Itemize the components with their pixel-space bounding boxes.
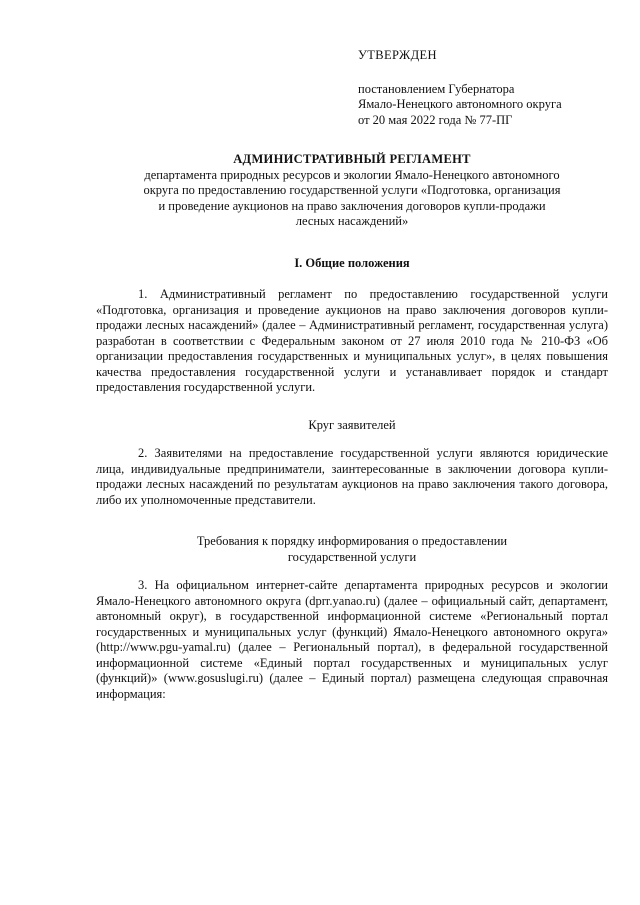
section-informing bbox=[96, 534, 608, 565]
title-sub-line-4: лесных насаждений» bbox=[295, 214, 409, 228]
approval-line-3: от 20 мая 2022 года № 77-ПГ bbox=[358, 112, 513, 127]
approval-line-1: постановлением Губернатора bbox=[358, 81, 515, 96]
title-sub-line-1: департамента природных ресурсов и экологии Ямало-Ненецкого автономного bbox=[144, 167, 560, 182]
approval-stamp: УТВЕРЖДЕН bbox=[358, 48, 437, 62]
document-title bbox=[100, 152, 604, 230]
title-main: АДМИНИСТРАТИВНЫЙ РЕГЛАМЕНТ bbox=[233, 152, 471, 166]
title-sub-line-2: округа по предоставлению государственной услуги «Подготовка, организация bbox=[143, 183, 561, 197]
approval-block bbox=[358, 48, 618, 128]
paragraph-1-block bbox=[96, 287, 608, 396]
section-heading-applicants: Круг заявителей bbox=[308, 418, 396, 432]
section-general bbox=[96, 256, 608, 272]
section-heading-informing-line-2: государственной услуги bbox=[287, 549, 417, 564]
paragraph-1: 1. Административный регламент по предоставлению государственной услуги «Подготовка, организация и проведение аукционов на право заключения договоров купли-продажи лесных насаждений» (далее – Административный регламент, государственная услуга) разработан в соответствии с Федеральным законом от 27 июля 2010 года № 210-ФЗ «Об организации предоставления государственных и муниципальных услуг», в целях повышения качества предоставления государственной услуги и устанавливает порядок и стандарт предоставления государственной услуги. bbox=[96, 287, 608, 394]
paragraph-2: 2. Заявителями на предоставление государственной услуги являются юридические лица, индивидуальные предприниматели, заинтересованные в заключении договора купли-продажи лесных насаждений по результатам аукционов на право заключения такого договора, либо их уполномоченные представители. bbox=[96, 446, 608, 507]
section-heading-informing-line-1: Требования к порядку информирования о предоставлении bbox=[196, 534, 508, 548]
paragraph-3: 3. На официальном интернет-сайте департамента природных ресурсов и экологии Ямало-Ненецкого автономного округа (dprr.yanao.ru) (далее – официальный сайт, департамент, автономный округ), в государственной информационной системе «Региональный портал государственных и муниципальных услуг (функций) Ямало-Ненецкого автономного округа» (http://www.pgu-yamal.ru) (далее – Региональный портал), в федеральной государственной информационной системе «Единый портал государственных и муниципальных услуг (функций)» (www.gosuslugi.ru) (далее – Единый портал) размещена следующая справочная информация: bbox=[96, 578, 608, 701]
section-applicants bbox=[96, 418, 608, 434]
section-heading-general: I. Общие положения bbox=[294, 256, 410, 270]
title-sub-line-3: и проведение аукционов на право заключения договоров купли-продажи bbox=[158, 198, 546, 213]
paragraph-3-block bbox=[96, 578, 608, 702]
approval-line-2: Ямало-Ненецкого автономного округа bbox=[358, 97, 562, 111]
paragraph-2-block bbox=[96, 446, 608, 508]
